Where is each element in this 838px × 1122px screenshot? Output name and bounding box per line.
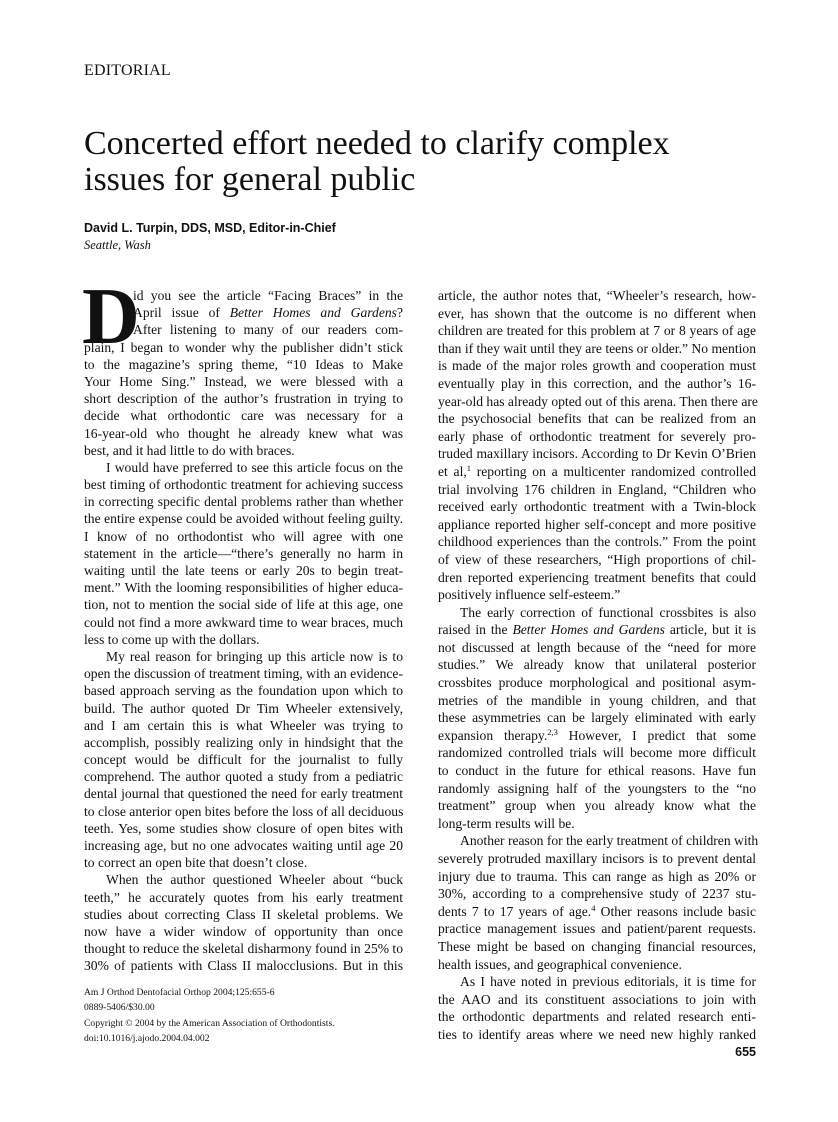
text-line: metries of the mandible in young children, and that [438, 692, 756, 708]
text-line: practice management issues and patient/parent requests. [438, 921, 756, 937]
text-line: randomized controlled trials will become more difficult [438, 745, 756, 761]
text-line: After listening to many of our readers com- [133, 322, 403, 338]
section-label: EDITORIAL [84, 62, 171, 79]
text-line: short description of the author’s frustration in trying to [84, 391, 403, 407]
text-line: the entire expense could be avoided without feeling guilty. [84, 511, 403, 527]
text-line: trial involving 176 children in England, “Children who [438, 481, 756, 497]
text-line: could not find a more awkward time to wear braces, much [84, 614, 403, 630]
text-line: not discussed at length because of the “need for more [438, 639, 756, 655]
text-line: childhood experiences than the controls.” From the point [438, 534, 756, 550]
paragraph [438, 287, 756, 604]
text-line: in correcting specific dental problems rather than whether [84, 494, 403, 510]
text-line: 30%, according to a comprehensive study of 2237 stu- [438, 886, 756, 902]
text-line: concept would be difficult for the journalist to fully [84, 752, 403, 768]
text-line: thought to reduce the skeletal disharmony found in 25% to [84, 941, 404, 957]
text-line: received early orthodontic treatment with a Twin-block [438, 499, 756, 515]
text-line: these asymmetries can be largely eliminated with early [438, 710, 756, 726]
text-line: less to come up with the dollars. [84, 631, 260, 647]
text-line: When the author questioned Wheeler about “buck [106, 872, 403, 888]
text-line: based approach serving as the foundation upon which to [84, 683, 403, 699]
text-line: dents 7 to 17 years of age.$^4$ Other reasons include basic [438, 902, 756, 919]
text-line: 30% of patients with Class II malocclusions. But in this [84, 958, 403, 974]
text-line: the orthodontic departments and related research enti- [438, 1009, 756, 1025]
text-line: I would have preferred to see this article focus on the [106, 459, 403, 475]
text-line: Your Home Sing.” Instead, we were blessed with a [84, 373, 403, 389]
text-line: ever, has shown that the outcome is no different when [438, 305, 756, 321]
title-line: issues for general public [84, 161, 416, 198]
text-line: As I have noted in previous editorials, it is time for [460, 974, 756, 990]
text-line: article, the author notes that, “Wheeler’s research, how- [438, 288, 756, 303]
paragraph [84, 648, 403, 871]
text-line: to the magazine’s spring theme, “10 Ideas to Make [84, 356, 403, 372]
paragraph [438, 832, 759, 973]
paragraph [438, 973, 756, 1043]
italic-title: Better Homes and Gardens [512, 622, 665, 638]
text-line: to correct an open bite that doesn’t close. [84, 855, 308, 871]
text-line: severely protruded maxillary incisors is to prevent dental [438, 851, 756, 866]
text-line: of view of these researchers, “High proportions of chil- [438, 551, 756, 567]
text-line: year-old has already opted out of this arena. Then there are [438, 393, 758, 409]
text-line: dren reported experiencing treatment benefits that could [438, 569, 756, 585]
text-line: is made of the major roles growth and cooperation must [438, 358, 756, 374]
text-line: positively influence self-esteem.” [438, 587, 621, 603]
text-line: truded maxillary incisors. According to Dr Kevin O’Brien [438, 446, 756, 462]
text-line: to conduct in the future for ethical reasons. Have fun [438, 763, 756, 779]
text-line: eventually play in this correction, and the author’s 16- [438, 375, 756, 391]
text-line: accomplish, possibly realizing only in hindsight that the [84, 734, 403, 750]
text-line: best timing of orthodontic treatment for achieving success [84, 477, 403, 493]
text-line: ties to identify areas where we need new highly ranked [438, 1026, 756, 1042]
text-line: injury due to trauma. This can range as high as 20% or [438, 868, 756, 884]
text-line: 16-year-old who thought he already knew what was [84, 425, 403, 441]
text-line: the AAO and its constituent associations to join with [438, 991, 756, 1007]
text-line: Another reason for the early treatment of children with [460, 833, 759, 849]
italic-title: Better Homes and Gardens [229, 305, 397, 321]
text-line: increasing age, but no one advocates waiting until age 20 [84, 838, 403, 853]
text-line: id you see the article “Facing Braces” in the [133, 288, 403, 303]
article-footer [84, 985, 335, 1046]
text-line: raised in the Better Homes and Gardens article, but it is [438, 622, 756, 638]
author-name: David L. Turpin, DDS, MSD, Editor-in-Chief [84, 221, 336, 235]
text-line: now have a wider window of opportunity than once [84, 923, 403, 939]
text-line: waiting until the late teens or early 20s to begin treat- [84, 563, 403, 578]
text-line: plain, I began to wonder why the publisher didn’t stick [84, 339, 403, 355]
text-line: to close anterior open bites before the loss of all deciduous [84, 803, 404, 819]
text-line: tion, not to mention the social side of life at this age, one [84, 597, 403, 613]
text-line: teeth,” he accurately quotes from his early treatment [84, 889, 403, 905]
reference-superscript[interactable]: 2,3 [547, 726, 558, 737]
text-line: April issue of Better Homes and Gardens? [133, 305, 404, 321]
text-line: than if they wait until they are teens or older.” No mention [438, 340, 756, 356]
text-line: expansion therapy.$^{2,3}$ However, I predict that some [438, 726, 757, 743]
text-line: appliance reported higher self-concept and more positive [438, 516, 756, 532]
drop-cap: D [82, 273, 140, 361]
copyright-notice: Copyright © 2004 by the American Association of Orthodontists. [84, 1017, 335, 1029]
page-number: 655 [735, 1045, 756, 1059]
text-line: early phase of orthodontic treatment for severely pro- [438, 428, 756, 444]
text-line: randomly assigning half of the youngsters to the “no [438, 780, 756, 796]
text-line: best, and it had little to do with braces. [84, 442, 295, 458]
text-line: studies about correcting Class II skeletal problems. We [84, 906, 403, 922]
body-column-left [82, 273, 404, 975]
doi: doi:10.1016/j.ajodo.2004.04.002 [84, 1032, 210, 1044]
text-line: health issues, and geographical convenience. [438, 956, 682, 972]
author-affiliation: Seattle, Wash [84, 238, 151, 252]
text-line: My real reason for bringing up this article now is to [106, 648, 403, 664]
text-line: et al,$^1$ reporting on a multicenter randomized controlled [438, 462, 756, 479]
paragraph [438, 604, 756, 833]
text-line: statement in the article—“there’s generally no harm in [84, 545, 403, 561]
text-line: teeth. Yes, some studies show closure of open bites with [84, 820, 403, 836]
text-line: build. The author quoted Dr Tim Wheeler extensively, [84, 700, 403, 716]
text-line: ment.” With the looming responsibilities of higher educa- [84, 580, 403, 596]
text-line: comprehend. The author quoted a study from a pediatric [84, 769, 403, 785]
text-line: The early correction of functional crossbites is also [460, 604, 756, 620]
issn-price: 0889-5406/$30.00 [84, 1002, 155, 1014]
paragraph [84, 871, 403, 974]
reference-superscript[interactable]: 1 [466, 462, 471, 473]
text-line: decide what orthodontic care was necessary for a [84, 408, 403, 424]
text-line: long-term results will be. [438, 815, 575, 831]
title-line: Concerted effort needed to clarify complex [84, 125, 670, 162]
text-line: crossbites produce morphological and positional asym- [438, 675, 756, 691]
text-line: studies.” We already know that unilateral posterior [438, 657, 756, 673]
text-line: and I am certain this is what Wheeler was trying to [84, 717, 403, 733]
text-line: the psychosocial benefits that can be realized from an [438, 411, 756, 427]
reference-superscript[interactable]: 4 [591, 902, 596, 913]
article-title [84, 126, 784, 198]
paragraph [84, 459, 403, 648]
text-line: These might be based on changing financial resources, [438, 938, 756, 954]
text-line: dental journal that questioned the need for early treatment [84, 786, 403, 802]
text-line: open the discussion of treatment timing, with an evidence- [84, 666, 403, 682]
text-line: children are treated for this problem at 7 or 8 years of age [438, 323, 756, 339]
journal-citation: Am J Orthod Dentofacial Orthop 2004;125:655-6 [84, 987, 275, 998]
text-line: I know of no orthodontist who will agree with one [84, 528, 403, 544]
text-line: treatment” group when you already know what the [438, 798, 756, 814]
body-column-right [438, 287, 759, 1044]
